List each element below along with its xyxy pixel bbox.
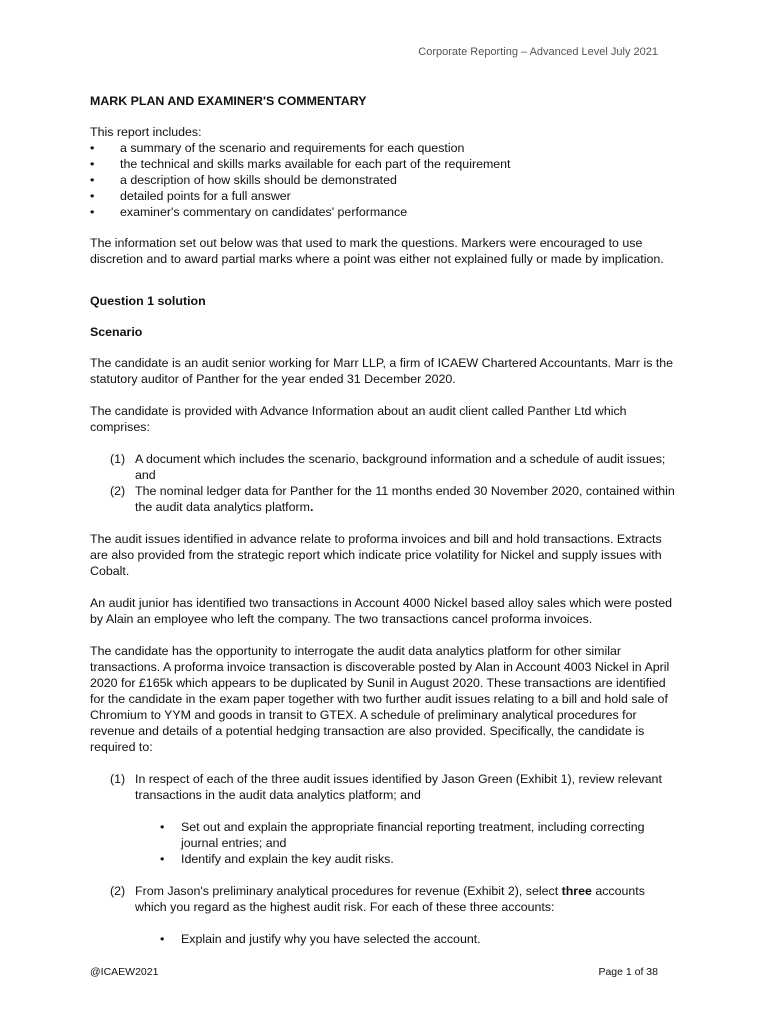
list-item: • examiner's commentary on candidates' performance (90, 204, 680, 220)
requirement-text: In respect of each of the three audit issues identified by Jason Green (Exhibit 1), review relevant transactions in the audit data analytics platform; and (135, 772, 662, 802)
question-heading: Question 1 solution (90, 294, 206, 308)
list-item (90, 483, 680, 515)
list-number: (1) (110, 452, 126, 466)
list-number: (1) (110, 772, 126, 786)
requirement-text-start: From Jason's preliminary analytical procedures for revenue (Exhibit 2), select (135, 884, 562, 898)
scenario-paragraph-4: An audit junior has identified two transactions in Account 4000 Nickel based alloy sales which were posted by Alain an employee who left the company. The two transactions cancel proforma invoices. (90, 596, 673, 626)
scenario-paragraph-3: The audit issues identified in advance relate to proforma invoices and bill and hold transactions. Extracts are also provided from the strategic report which indicate price volatility for Nickel and supply issues with Cobalt. (90, 532, 662, 578)
scenario-heading: Scenario (90, 325, 143, 339)
list-item-text: Identify and explain the key audit risks. (181, 852, 394, 866)
list-item-text: Set out and explain the appropriate financial reporting treatment, including correcting journal entries; and (181, 820, 645, 850)
list-number: (2) (110, 884, 126, 898)
requirements-list-continued (90, 883, 680, 915)
list-item: • a summary of the scenario and requirements for each question (90, 140, 680, 156)
requirement-item-1 (90, 771, 680, 803)
intro-bullet-list (90, 140, 680, 220)
list-item (90, 451, 680, 483)
list-item: • detailed points for a full answer (90, 188, 680, 204)
scenario-paragraph-1: The candidate is an audit senior working for Marr LLP, a firm of ICAEW Chartered Accountants. Marr is the statutory auditor of Panther for the year ended 31 December 2020. (90, 356, 674, 386)
running-header: Corporate Reporting – Advanced Level July 2021 (418, 46, 658, 58)
bullet-icon: • (160, 852, 165, 866)
list-item-text: The nominal ledger data for Panther for the 11 months ended 30 November 2020, contained within the audit data analytics platform (135, 484, 675, 514)
list-item (90, 819, 680, 851)
list-item (90, 851, 680, 867)
list-item: • the technical and skills marks available for each part of the requirement (90, 156, 680, 172)
requirement-text-emphasis: three (561, 884, 592, 898)
intro-lead: This report includes: (90, 125, 202, 139)
list-item-bold-period: . (309, 500, 314, 514)
bullet-icon: • (160, 820, 165, 834)
scenario-paragraph-2: The candidate is provided with Advance Information about an audit client called Panther Ltd which comprises: (90, 404, 627, 434)
list-item (90, 931, 680, 947)
requirement-2-sub-list (90, 931, 680, 947)
page-title: MARK PLAN AND EXAMINER'S COMMENTARY (90, 94, 367, 108)
bullet-icon: • (160, 932, 165, 946)
list-number: (2) (110, 484, 126, 498)
requirement-text-end: accounts which you regard as the highest audit risk. For each of these three accounts: (135, 884, 645, 914)
requirements-list (90, 771, 680, 803)
marking-note: The information set out below was that used to mark the questions. Markers were encouraged to use discretion and to award partial marks where a point was either not explained fully or made by implication. (90, 236, 664, 266)
footer-copyright: @ICAEW2021 (90, 966, 159, 978)
requirement-item-2 (90, 883, 680, 915)
footer-page-number: Page 1 of 38 (598, 966, 658, 978)
scenario-paragraph-5: The candidate has the opportunity to interrogate the audit data analytics platform for other similar transactions. A proforma invoice transaction is discoverable posted by Alan in Account 4003 Nickel in April 2020 for £165k which appears to be duplicated by Sunil in August 2020. These transactions are identified for the candidate in the exam paper together with two further audit issues relating to a bill and hold sale of Chromium to YYM and goods in transit to GTEX. A schedule of preliminary analytical procedures for revenue and details of a potential hedging transaction are also provided. Specifically, the candidate is required to: (90, 644, 670, 754)
list-item-text: Explain and justify why you have selected the account. (181, 932, 481, 946)
requirement-1-sub-list (90, 819, 680, 867)
page-content (90, 93, 680, 963)
advance-information-list (90, 451, 680, 515)
list-item-text: A document which includes the scenario, background information and a schedule of audit issues; and (135, 452, 666, 482)
list-item: • a description of how skills should be demonstrated (90, 172, 680, 188)
